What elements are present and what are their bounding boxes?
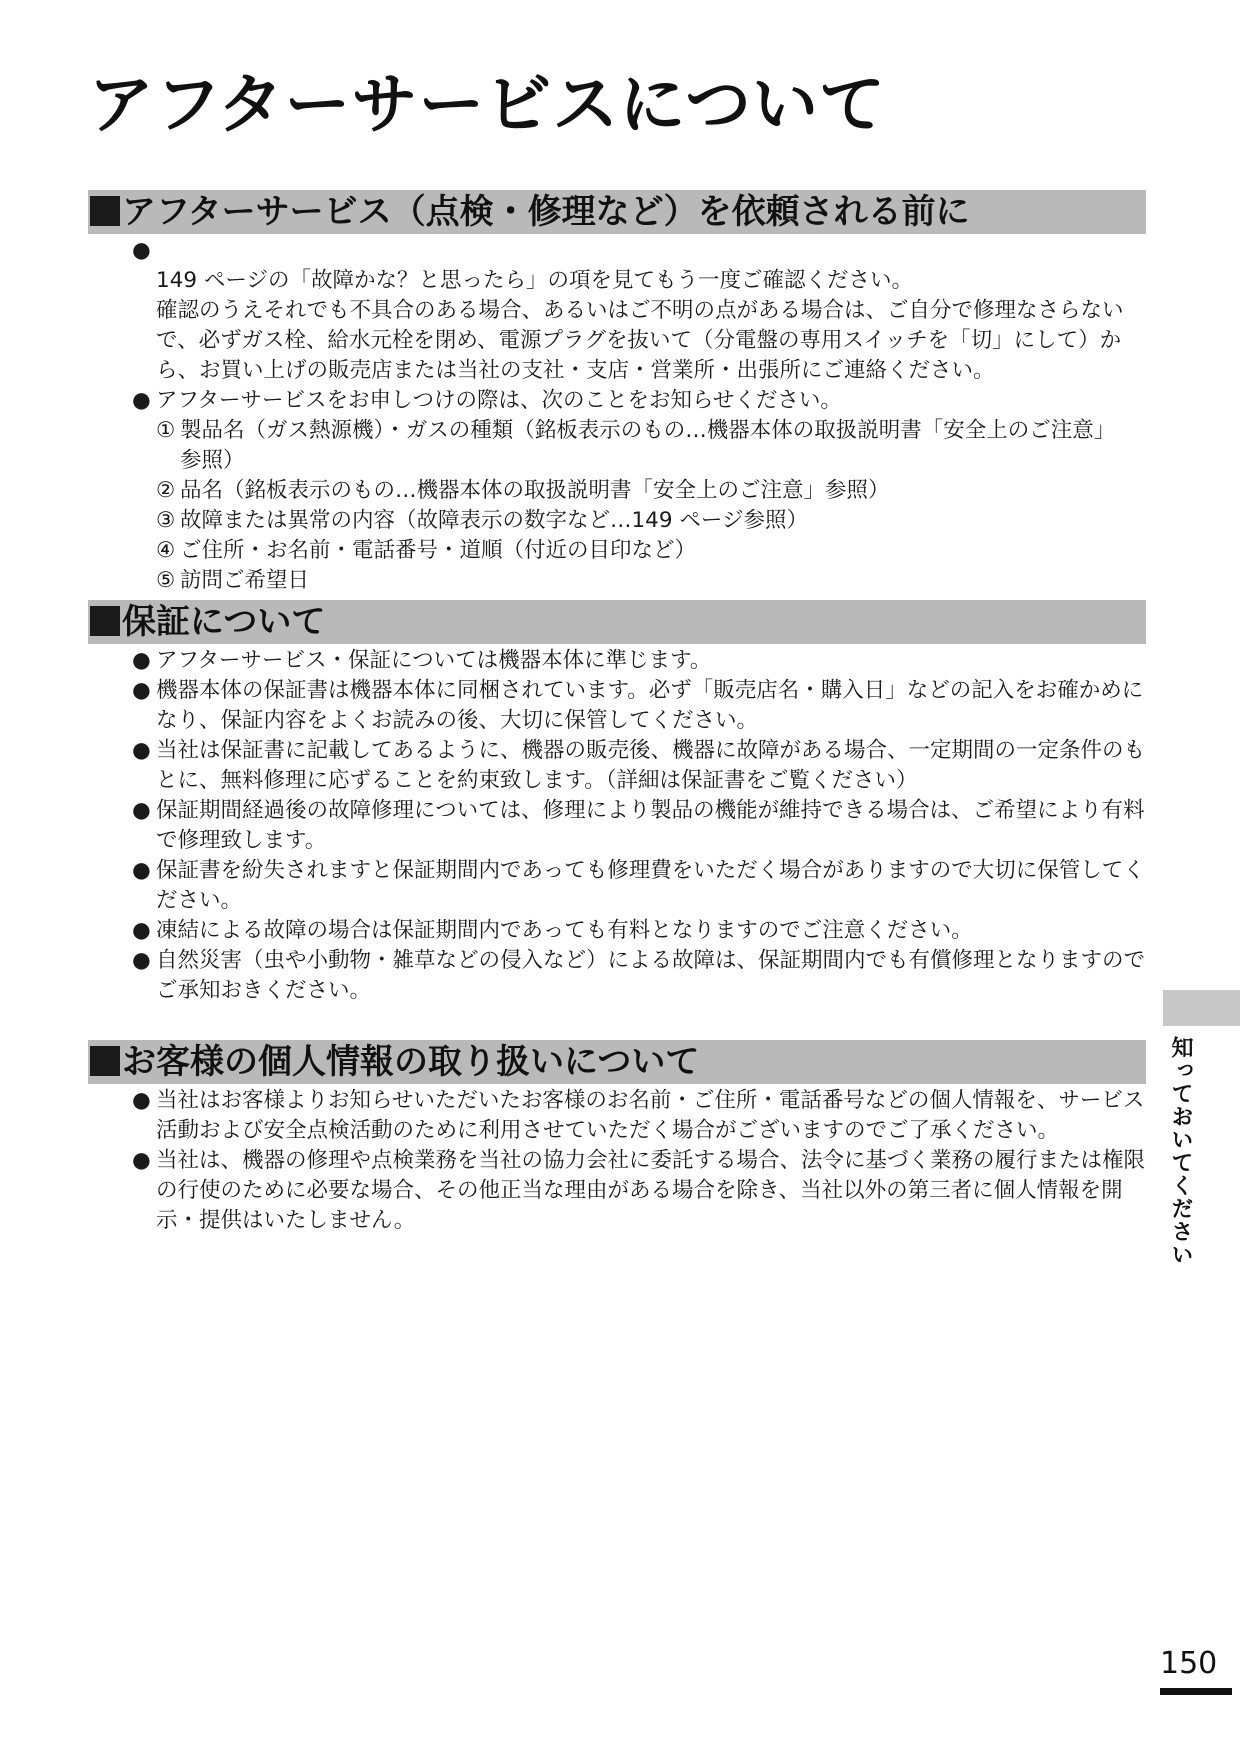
sub-list xyxy=(156,416,1146,596)
bullet-icon: ● xyxy=(132,918,151,943)
circled-number: ② xyxy=(156,478,176,503)
item-text: 当社は保証書に記載してあるように、機器の販売後、機器に故障がある場合、一定期間の一定条件のもとに、無料修理に応ずることを約束致します。（詳細は保証書をご覧ください） xyxy=(156,738,1146,793)
section-personal-info xyxy=(88,1040,1146,1236)
list-item xyxy=(88,796,1146,856)
circled-number: ⑤ xyxy=(156,568,176,593)
item-text: アフターサービスをお申しつけの際は、次のことをお知らせください。 xyxy=(156,388,842,413)
page-title: アフターサービスについて xyxy=(88,66,887,143)
item-text: 保証期間経過後の故障修理については、修理により製品の機能が維持できる場合は、ご希望により有料で修理致します。 xyxy=(156,798,1145,853)
bullet-icon: ● xyxy=(132,948,151,973)
sub-item xyxy=(156,566,1146,596)
bullet-icon: ● xyxy=(132,1088,151,1113)
bullet-icon: ● xyxy=(132,648,151,673)
list-item xyxy=(88,676,1146,736)
sub-item-text: ご住所・お名前・電話番号・道順（付近の目印など） xyxy=(180,538,697,563)
page-number-underline xyxy=(1160,1688,1232,1695)
sub-item-text: 訪問ご希望日 xyxy=(180,568,310,593)
sub-item xyxy=(156,476,1146,506)
sub-item-text: 製品名（ガス熱源機）・ガスの種類（銘板表示のもの…機器本体の取扱説明書「安全上のご注意」 xyxy=(180,418,1116,443)
list-item xyxy=(88,646,1146,676)
item-text: 自然災害（虫や小動物・雑草などの侵入など）による故障は、保証期間内でも有償修理となりますのでご承知おきください。 xyxy=(156,948,1146,1003)
item-list xyxy=(88,1086,1146,1236)
section-before-service xyxy=(88,190,1146,596)
list-item xyxy=(88,1086,1146,1146)
bullet-icon: ● xyxy=(132,238,151,263)
list-item xyxy=(88,946,1146,1006)
square-bullet-icon xyxy=(90,606,120,636)
section-heading: 保証について xyxy=(88,600,1146,644)
bullet-icon: ● xyxy=(132,388,151,413)
bullet-icon: ● xyxy=(132,858,151,883)
item-text: 149 ページの「故障かな？と思ったら」の項を見てもう一度ご確認ください。 確認のうえそれでも不具合のある場合、あるいはご不明の点がある場合は、ご自分で修理なさらないで、必ずガス栓、給水元栓を閉め、電源プラグを抜いて（分電盤の専用スイッチを「切」にして）から、お買い上げの販売店または当社の支社・支店・営業所・出張所にご連絡ください。 xyxy=(156,268,1124,383)
bullet-icon: ● xyxy=(132,678,151,703)
side-index-tab xyxy=(1163,990,1240,1026)
sub-item xyxy=(156,506,1146,536)
list-item xyxy=(88,236,1146,386)
square-bullet-icon xyxy=(90,1046,120,1076)
list-item xyxy=(88,386,1146,596)
item-text: 保証書を紛失されますと保証期間内であっても修理費をいただく場合がありますので大切に保管してください。 xyxy=(156,858,1145,913)
circled-number: ④ xyxy=(156,538,176,563)
list-item xyxy=(88,916,1146,946)
list-item xyxy=(88,736,1146,796)
section-heading: お客様の個人情報の取り扱いについて xyxy=(88,1040,1146,1084)
item-text: アフターサービス・保証については機器本体に準じます。 xyxy=(156,648,712,673)
bullet-icon: ● xyxy=(132,738,151,763)
item-text: 機器本体の保証書は機器本体に同梱されています。必ず「販売店名・購入日」などの記入をお確かめになり、保証内容をよくお読みの後、大切に保管してください。 xyxy=(156,678,1144,733)
square-bullet-icon xyxy=(90,196,120,226)
item-list xyxy=(88,646,1146,1006)
sub-item xyxy=(156,416,1146,476)
circled-number: ① xyxy=(156,418,176,443)
section-heading: アフターサービス（点検・修理など）を依頼される前に xyxy=(88,190,1146,234)
item-text: 当社はお客様よりお知らせいただいたお客様のお名前・ご住所・電話番号などの個人情報を、サービス活動および安全点検活動のために利用させていただく場合がございますのでご了承ください。 xyxy=(156,1088,1145,1143)
bullet-icon: ● xyxy=(132,798,151,823)
list-item xyxy=(88,856,1146,916)
section-warranty xyxy=(88,600,1146,1006)
side-index-label: 知っておいてください xyxy=(1168,1036,1193,1266)
sub-item-continuation: 参照） xyxy=(180,448,245,473)
list-item xyxy=(88,1146,1146,1236)
circled-number: ③ xyxy=(156,508,176,533)
sub-item xyxy=(156,536,1146,566)
sub-item-text: 故障または異常の内容（故障表示の数字など…149 ページ参照） xyxy=(180,508,808,533)
sub-item-text: 品名（銘板表示のもの…機器本体の取扱説明書「安全上のご注意」参照） xyxy=(180,478,890,503)
item-text: 当社は、機器の修理や点検業務を当社の協力会社に委託する場合、法令に基づく業務の履行または権限の行使のために必要な場合、その他正当な理由がある場合を除き、当社以外の第三者に個人情報を開示・提供はいたしません。 xyxy=(156,1148,1146,1233)
item-text: 凍結による故障の場合は保証期間内であっても有料となりますのでご注意ください。 xyxy=(156,918,973,943)
item-list xyxy=(88,236,1146,596)
page-number: 150 xyxy=(1160,1646,1218,1681)
bullet-icon: ● xyxy=(132,1148,151,1173)
